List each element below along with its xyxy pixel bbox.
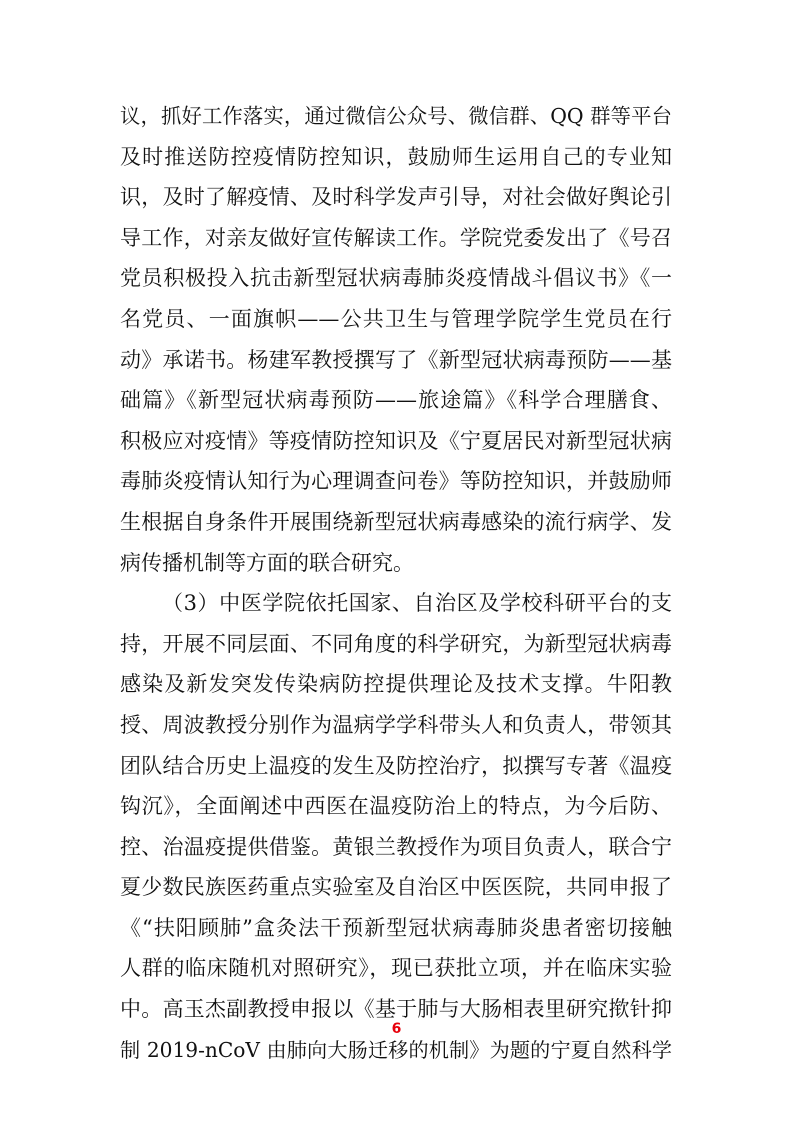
text-line: 中。高玉杰副教授申报以《基于肺与大肠相表里研究揿针抑 xyxy=(120,997,672,1022)
text-line: 《“扶阳顾肺”盒灸法干预新型冠状病毒肺炎患者密切接触 xyxy=(120,915,672,940)
paragraph-2 xyxy=(120,583,672,1070)
text-line: 识，及时了解疫情、及时科学发声引导，对社会做好舆论引 xyxy=(120,185,672,210)
text-line: 名党员、一面旗帜——公共卫生与管理学院学生党员在行 xyxy=(120,306,672,331)
text-line: 团队结合历史上温疫的发生及防控治疗，拟撰写专著《温疫 xyxy=(120,753,672,778)
page-number: 6 xyxy=(391,1021,402,1037)
text-line: 人群的临床随机对照研究》，现已获批立项，并在临床实验 xyxy=(120,956,672,981)
text-line: 及时推送防控疫情防控知识，鼓励师生运用自己的专业知 xyxy=(120,144,672,169)
text-line: 夏少数民族医药重点实验室及自治区中医医院，共同申报了 xyxy=(120,875,672,900)
text-line: 病传播机制等方面的联合研究。 xyxy=(120,550,414,575)
paragraph-1 xyxy=(120,96,672,583)
text-line: 动》承诺书。杨建军教授撰写了《新型冠状病毒预防——基 xyxy=(120,347,672,372)
text-line: 授、周波教授分别作为温病学学科带头人和负责人，带领其 xyxy=(120,712,672,737)
text-line: 感染及新发突发传染病防控提供理论及技术支撑。牛阳教 xyxy=(120,672,672,697)
text-line: （3）中医学院依托国家、自治区及学校科研平台的支 xyxy=(162,591,672,616)
text-line: 生根据自身条件开展围绕新型冠状病毒感染的流行病学、发 xyxy=(120,509,672,534)
text-line: 积极应对疫情》等疫情防控知识及《宁夏居民对新型冠状病 xyxy=(120,428,672,453)
text-line: 持，开展不同层面、不同角度的科学研究，为新型冠状病毒 xyxy=(120,631,672,656)
text-line: 议，抓好工作落实，通过微信公众号、微信群、QQ 群等平台 xyxy=(120,104,672,128)
text-line: 础篇》《新型冠状病毒预防——旅途篇》《科学合理膳食、 xyxy=(120,388,672,413)
text-line: 钩沉》，全面阐述中西医在温疫防治上的特点，为今后防、 xyxy=(120,794,672,819)
text-line: 毒肺炎疫情认知行为心理调查问卷》等防控知识，并鼓励师 xyxy=(120,469,672,494)
text-line: 党员积极投入抗击新型冠状病毒肺炎疫情战斗倡议书》《一 xyxy=(120,266,672,291)
text-line: 制 2019-nCoV 由肺向大肠迁移的机制》为题的宁夏自然科学 xyxy=(120,1037,672,1062)
document-body xyxy=(120,96,672,1070)
text-line: 导工作，对亲友做好宣传解读工作。学院党委发出了《号召 xyxy=(120,225,672,250)
text-line: 控、治温疫提供借鉴。黄银兰教授作为项目负责人，联合宁 xyxy=(120,834,672,859)
